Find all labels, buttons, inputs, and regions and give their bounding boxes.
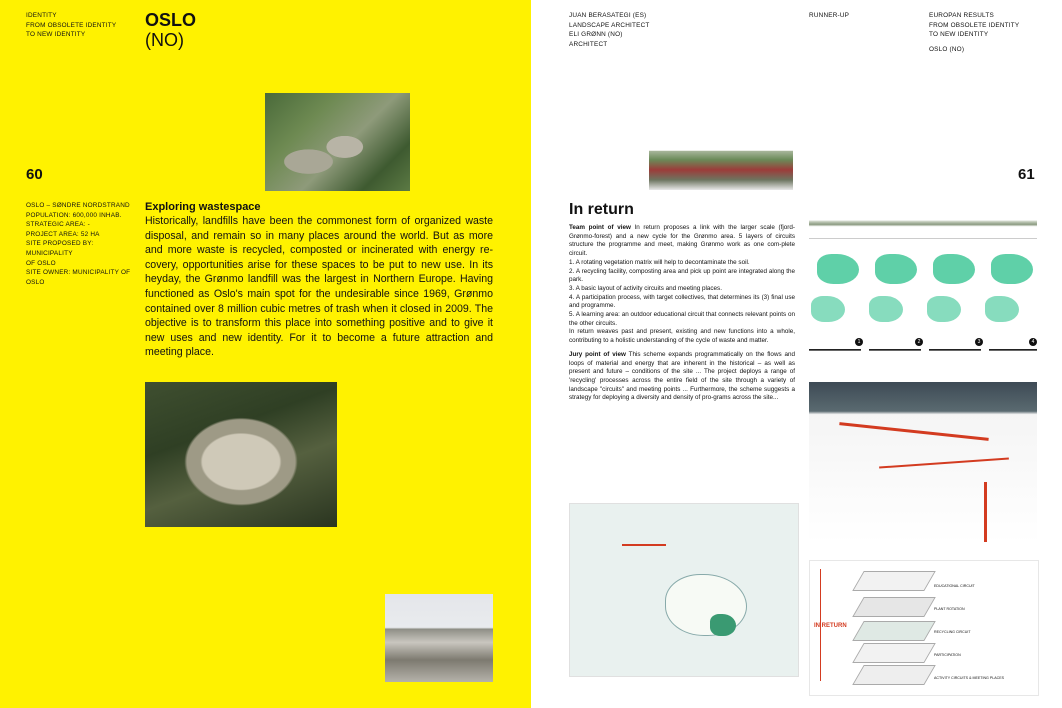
section-title: Exploring wastespace [145, 201, 261, 213]
section-badge: 2 [915, 338, 923, 346]
page-number: 60 [26, 166, 43, 183]
section-drawing-1 [809, 344, 861, 356]
section-body: Historically, landfills have been the commonest form of organized waste disposal, and remain so in many places around the world. But as more and more waste is recycled, composted or incinerated with energy re-covery, opportunities arise for these spaces to be put to new use. In its heyday, the Grønmo landfill was the largest in Northern Europe. Having functioned as Oslo's main spot for the undesirable since 1969, Grønmo contained over 8 million cubic metres of trash when it closed in 2009. The objective is to transform this place into something positive and to give it new uses and new identity. For it to become a future attraction and meeting place. [145, 215, 493, 359]
landscape-section-strip [809, 208, 1037, 239]
award-label: RUNNER-UP [809, 12, 850, 19]
phase-map-2 [875, 254, 917, 284]
phase-map-7 [927, 296, 961, 322]
phase-map-3 [933, 254, 975, 284]
team-credits: JUAN BERASATEGI (ES) LANDSCAPE ARCHITECT ELI GRØNN (NO) ARCHITECT [569, 12, 650, 48]
header-tag: IDENTITY FROM OBSOLETE IDENTITY TO NEW IDENTITY [26, 12, 117, 39]
section-badge: 1 [855, 338, 863, 346]
section-badge: 3 [975, 338, 983, 346]
page-number-right: 61 [1018, 166, 1035, 183]
site-plan-map [569, 503, 799, 677]
phase-map-4 [991, 254, 1033, 284]
landfill-satellite-photo [145, 382, 337, 527]
phase-map-5 [811, 296, 845, 322]
site-info: OSLO – SØNDRE NORDSTRAND POPULATION: 600,000 INHAB. STRATEGIC AREA: - PROJECT AREA: 52 HA SITE PROPOSED BY: MUNICIPALITY OF OSLO SITE OWNER: MUNICIPALITY OF OSLO [26, 202, 131, 286]
axo-labels: EDUCATIONAL CIRCUIT PLANT ROTATION RECYCLING CIRCUIT PARTICIPATION ACTIVITY CIRCUITS & MEETING PLACES [934, 584, 1005, 680]
results-tag: EUROPAN RESULTS FROM OBSOLETE IDENTITY TO NEW IDENTITY OSLO (NO) [929, 12, 1020, 53]
section-drawing-4 [989, 344, 1037, 356]
aerial-photo [265, 93, 410, 191]
phase-maps [809, 244, 1037, 328]
team-point-of-view: Team point of view In return proposes a link with the larger scale (fjord-Grønmo-forest) and a new cycle for the Grønmo area. 5 layers of circuits structure the programme and meet, making Grønmo work as one com-plete circuit. 1. A rotating vegetation matrix will help to decontaminate the soil. 2. A recycling facility, composting area and pick up point are integrated along the park. 3. A basic layout of activity circuits and meeting places. 4. A participation process, with target collectives, that determines its (3) final use and programme. 5. A learning area: an outdoor educational circuit that connects relevant points on the other circuits. In return weaves past and present, existing and new functions into a whole, contributing to a holistic understanding of the cycle of waste and matter. Jury point of view This scheme expands programmatically on the flows and loops of material and energy that are inherent in the historical – as well as present and future – conditions of the site ... The project deploys a range of 'recycling' processes across the entire field of the site through a variety of landscape "circuits" and meeting points ... Furthermore, the scheme suggests a strategy for deploying a diversity and density of pro-grams across the site... [569, 224, 796, 402]
section-badge: 4 [1029, 338, 1037, 346]
circuit-diagram [809, 382, 1037, 544]
phase-map-6 [869, 296, 903, 322]
section-drawing-2 [869, 344, 921, 356]
landfill-trash-photo [385, 594, 493, 682]
right-page [531, 0, 1062, 708]
jury-point-of-view: Jury point of view This scheme expands programmatically on the flows and loops of material and energy that are inherent in the historical – as well as present and future – conditions of the site ... The project deploys a range of 'recycling' processes across the entire field of the site through a variety of landscape "circuits" and meeting points ... Furthermore, the scheme suggests a strategy for deploying a diversity and density of pro-grams across the site... [569, 350, 796, 402]
phase-map-8 [985, 296, 1019, 322]
axonometric-layers [809, 560, 1039, 696]
axo-title: IN RETURN [814, 623, 847, 629]
section-drawings [809, 338, 1037, 364]
phase-map-1 [817, 254, 859, 284]
section-drawing-3 [929, 344, 981, 356]
park-render [649, 118, 793, 190]
project-title: In return [569, 201, 634, 218]
city-title: OSLO (NO) [145, 10, 197, 50]
